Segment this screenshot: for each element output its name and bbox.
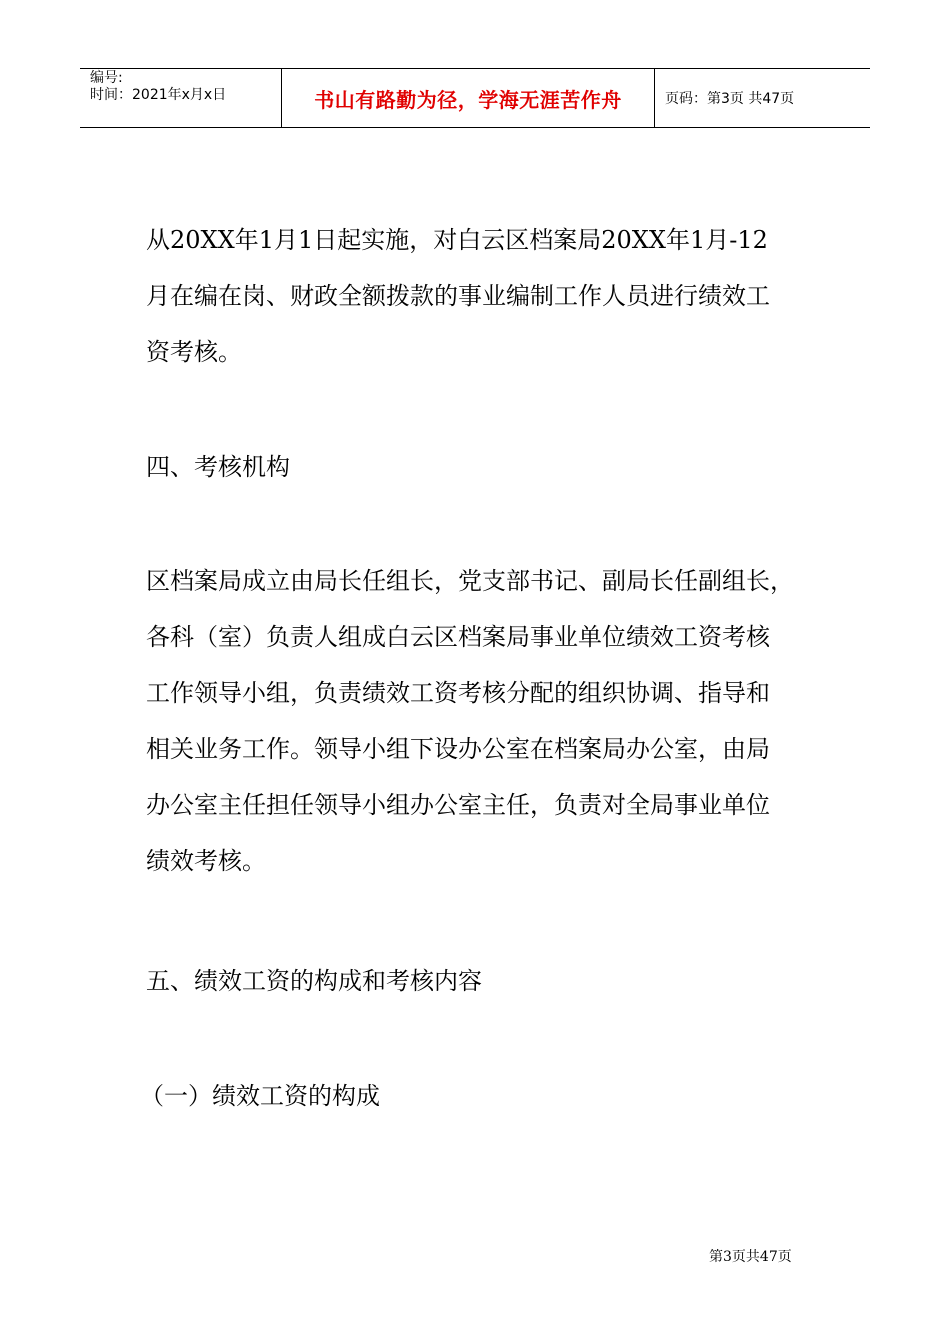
document-time-label: 时间：2021年x月x日 — [90, 87, 227, 103]
paragraph-assessment-body — [146, 553, 810, 889]
paragraph-line: 从20XX年1月1日起实施，对白云区档案局20XX年1月-12 — [146, 226, 768, 254]
paragraph-line: 资考核。 — [146, 338, 242, 366]
header-page-info: 页码：第3页 共47页 — [665, 91, 795, 107]
paragraph-line: 相关业务工作。领导小组下设办公室在档案局办公室，由局 — [146, 735, 770, 763]
section-heading-5: 五、绩效工资的构成和考核内容 — [146, 967, 482, 995]
document-number-label: 编号: — [90, 70, 123, 86]
paragraph-line: 区档案局成立由局长任组长，党支部书记、副局长任副组长， — [146, 567, 794, 595]
paragraph-line: 办公室主任担任领导小组办公室主任，负责对全局事业单位 — [146, 791, 770, 819]
paragraph-line: 绩效考核。 — [146, 847, 266, 875]
subsection-heading-5-1: （一）绩效工资的构成 — [140, 1082, 380, 1110]
paragraph-line: 工作领导小组，负责绩效工资考核分配的组织协调、指导和 — [146, 679, 770, 707]
page-footer: 第3页共47页 — [709, 1249, 792, 1265]
paragraph-line: 各科（室）负责人组成白云区档案局事业单位绩效工资考核 — [146, 623, 770, 651]
paragraph-implementation — [146, 212, 810, 380]
header-meta — [80, 69, 282, 127]
page-header — [80, 68, 870, 128]
header-motto: 书山有路勤为径，学海无涯苦作舟 — [282, 69, 655, 127]
section-heading-4: 四、考核机构 — [146, 453, 290, 481]
paragraph-line: 月在编在岗、财政全额拨款的事业编制工作人员进行绩效工 — [146, 282, 770, 310]
